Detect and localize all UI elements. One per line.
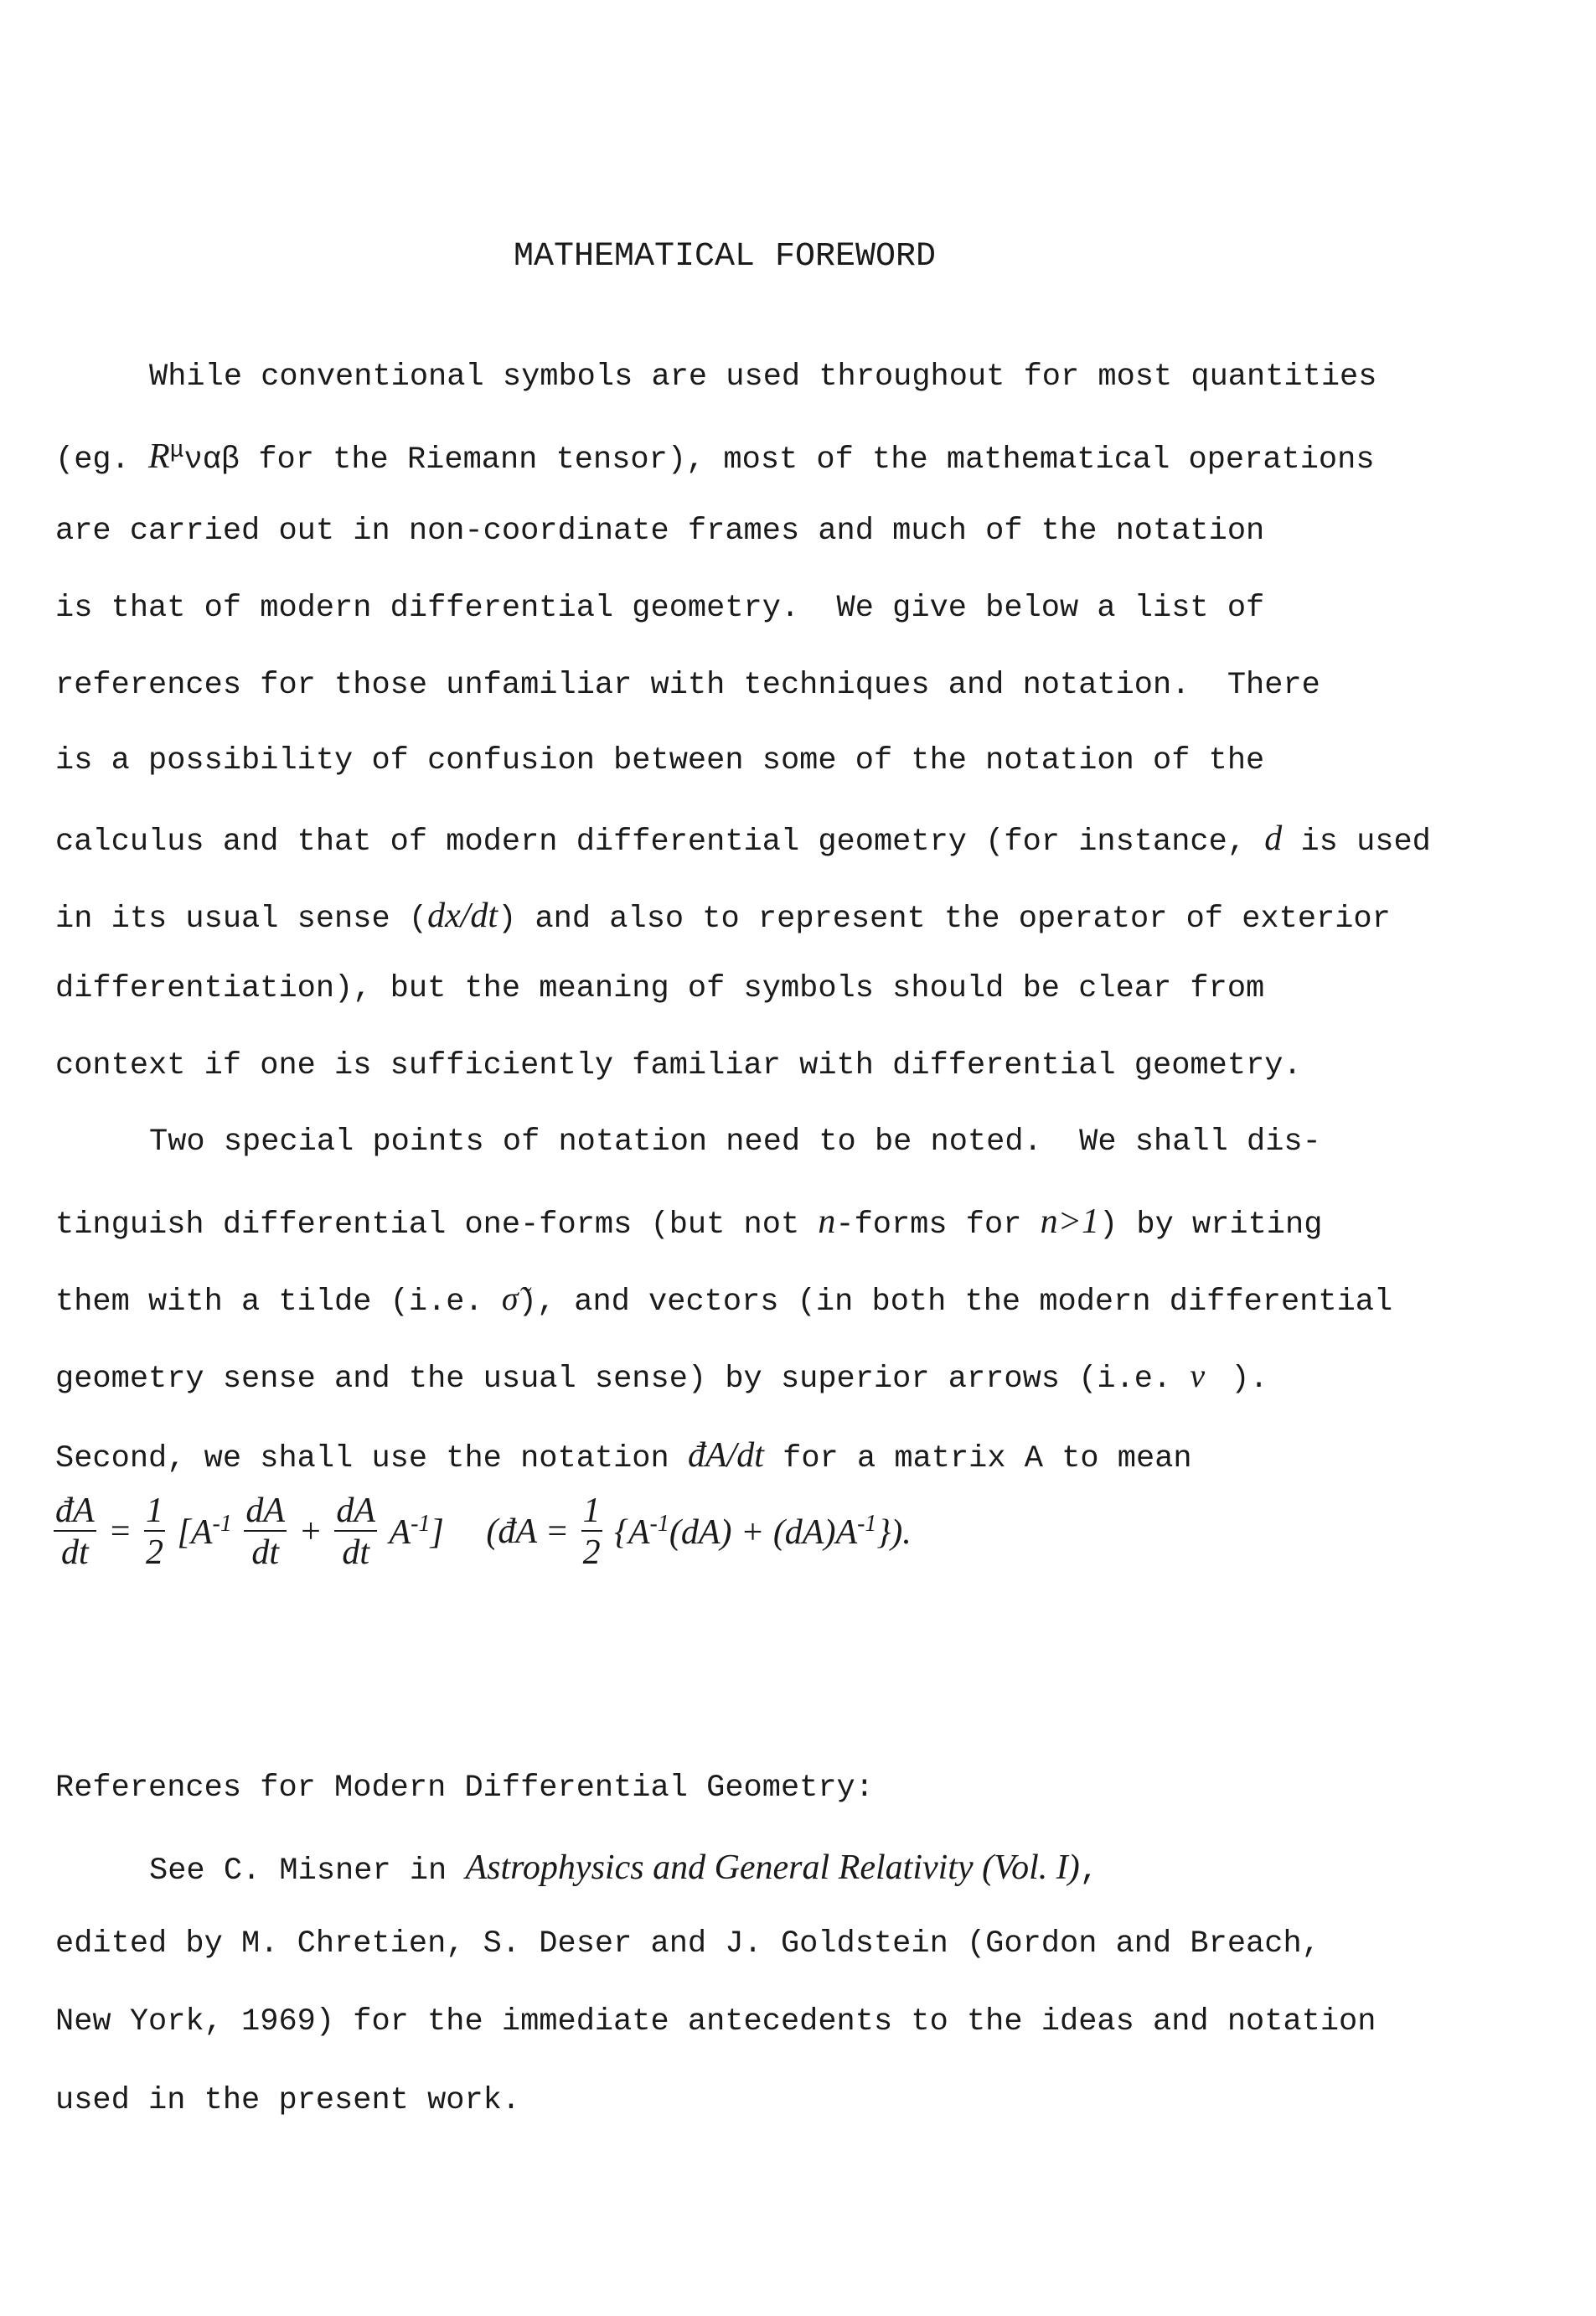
fraction-numerator: đA — [55, 1491, 95, 1530]
text-span: in its usual sense ( — [55, 902, 428, 937]
paragraph-line: context if one is sufficiently familiar with differential geometry. — [55, 1048, 1302, 1083]
fraction-numerator: dA — [336, 1491, 375, 1530]
inverse-exponent: -1 — [212, 1511, 232, 1537]
bracket-term — [178, 1511, 232, 1553]
paragraph-line: is that of modern differential geometry. We give below a list of — [55, 591, 1265, 626]
text-span: ) and also to represent the operator of exterior — [498, 902, 1391, 937]
math-term: [A — [177, 1513, 213, 1552]
fraction-denominator: dt — [251, 1533, 279, 1572]
fraction-denominator: 2 — [582, 1533, 601, 1572]
paragraph-line — [55, 1359, 1268, 1395]
reference-line — [149, 1850, 1098, 1887]
reference-line: New York, 1969) for the immediate antecedents to the ideas and notation — [55, 2004, 1376, 2039]
paragraph-line — [55, 821, 1431, 858]
fraction-half — [581, 1493, 602, 1570]
text-span: them with a tilde (i.e. — [55, 1285, 502, 1320]
text-span: (eg. — [55, 442, 149, 478]
fraction-denominator: dt — [342, 1533, 369, 1572]
text-span: , — [1079, 1853, 1098, 1889]
math-term: {A — [614, 1513, 650, 1552]
vector-arrow-symbol: v⃗ — [1190, 1357, 1232, 1394]
math-term: A — [389, 1513, 411, 1552]
text-span: -forms for — [835, 1207, 1041, 1243]
brace-term — [614, 1511, 912, 1553]
fraction-da-dt — [334, 1493, 377, 1570]
math-expression: đA/dt — [687, 1436, 764, 1475]
book-title: Astrophysics and General Relativity (Vol. I) — [465, 1848, 1080, 1887]
math-term: (dA) + (dA)A — [669, 1513, 858, 1552]
paragraph-line: references for those unfamiliar with techniques and notation. There — [55, 668, 1320, 703]
paragraph-line — [55, 1204, 1322, 1241]
paragraph-line: Two special points of notation need to be noted. We shall dis- — [149, 1124, 1321, 1160]
reference-line: used in the present work. — [55, 2083, 521, 2118]
math-expression: dx/dt — [427, 897, 498, 935]
math-indices: ναβ — [183, 442, 240, 478]
paragraph-line: is a possibility of confusion between some of the notation of the — [55, 743, 1265, 778]
paragraph-line: While conventional symbols are used throughout for most quantities — [149, 359, 1377, 395]
text-span: Second, we shall use the notation — [55, 1441, 688, 1476]
fraction-da-dt — [244, 1493, 287, 1570]
text-span: calculus and that of modern differential geometry (for instance, — [55, 825, 1265, 860]
inverse-exponent: -1 — [411, 1511, 431, 1537]
inverse-exponent: -1 — [649, 1511, 669, 1537]
fraction-half — [144, 1493, 165, 1570]
page-title: MATHEMATICAL FOREWORD — [513, 238, 937, 276]
inverse-exponent: -1 — [857, 1511, 877, 1537]
text-span: tinguish differential one-forms (but not — [55, 1207, 819, 1243]
paragraph-line — [55, 898, 1391, 935]
a-inverse-term — [389, 1511, 443, 1553]
math-term: }). — [876, 1513, 912, 1552]
math-symbol: R — [148, 437, 170, 476]
math-superscript: μ — [169, 437, 184, 464]
math-term: ] — [430, 1513, 444, 1552]
fraction-denominator: dt — [60, 1533, 89, 1572]
reference-line: edited by M. Chretien, S. Deser and J. Goldstein (Gordon and Breach, — [55, 1926, 1320, 1962]
math-symbol: d — [1264, 819, 1283, 858]
text-span: ), and vectors (in both the modern differential — [518, 1285, 1393, 1320]
fraction-numerator: 1 — [582, 1491, 601, 1530]
references-heading: References for Modern Differential Geometry: — [55, 1771, 874, 1806]
display-equation — [50, 1493, 912, 1585]
math-symbol: n — [818, 1202, 836, 1241]
tilde-sigma-symbol: σ̃ — [501, 1279, 519, 1317]
paragraph-line — [55, 439, 1375, 476]
fraction-numerator: 1 — [146, 1491, 163, 1530]
text-span: geometry sense and the usual sense) by superior arrows (i.e. — [55, 1362, 1191, 1397]
paragraph-line — [55, 1438, 1192, 1475]
paragraph-line: are carried out in non-coordinate frames and much of the notation — [55, 514, 1265, 549]
text-span: is used — [1282, 825, 1431, 860]
text-span: for the Riemann tensor), most of the mathematical operations — [240, 442, 1375, 478]
equals-sign: = — [108, 1512, 132, 1551]
math-expression: n>1 — [1040, 1202, 1099, 1241]
paragraph-line — [55, 1279, 1393, 1320]
text-span: ). — [1231, 1362, 1268, 1397]
fraction-numerator: dA — [245, 1491, 285, 1530]
text-span: See C. Misner in — [149, 1853, 466, 1889]
paragraph-line: differentiation), but the meaning of symbols should be clear from — [55, 971, 1265, 1006]
text-span: ) by writing — [1098, 1207, 1323, 1243]
plus-sign: + — [298, 1512, 323, 1551]
fraction-lhs — [54, 1493, 96, 1570]
text-span: for a matrix A to mean — [763, 1441, 1192, 1476]
fraction-denominator: 2 — [146, 1533, 163, 1572]
math-term: (đA = — [486, 1512, 570, 1551]
